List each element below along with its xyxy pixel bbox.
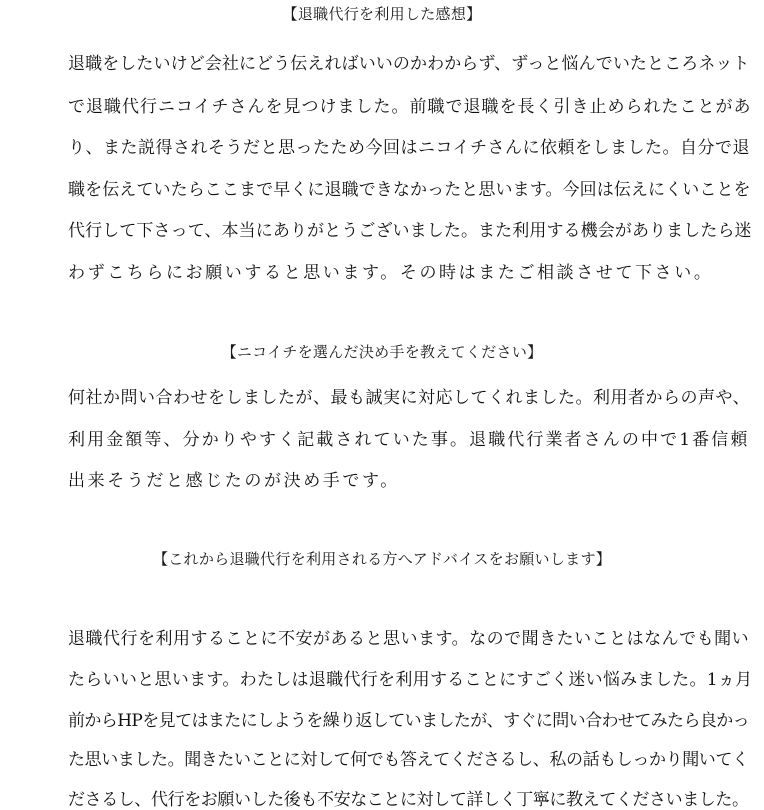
impressions-line: 職を伝えていたらここまで早くに退職できなかったと思います。今回は伝えにくいことを [68, 180, 751, 200]
section-heading-advice: 【これから退職代行を利用される方へアドバイスをお願いします】 [152, 550, 612, 568]
section-heading-impressions: 【退職代行を利用した感想】 [282, 5, 482, 23]
deciding-factor-line: 利用金額等、分かりやすく記載されていた事。退職代行業者さんの中で1番信頼 [68, 430, 750, 450]
advice-line: 前からHPを見てはまたにしようを繰り返していましたが、すぐに問い合わせてみたら良かっ [68, 711, 750, 731]
impressions-line: わずこちらにお願いすると思います。その時はまたご相談させて下さい。 [68, 263, 714, 283]
deciding-factor-line: 何社か問い合わせをしましたが、最も誠実に対応してくれました。利用者からの声や、 [68, 388, 751, 408]
deciding-factor-line: 出来そうだと感じたのが決め手です。 [68, 471, 400, 491]
impressions-line: り、また説得されそうだと思ったため今回はニコイチさんに依頼をしました。自分で退 [68, 138, 750, 158]
impressions-line: 退職をしたいけど会社にどう伝えればいいのかわからず、ずっと悩んでいたところネット [68, 54, 750, 74]
advice-line: ださるし、代行をお願いした後も不安なことに対して詳しく丁寧に教えてくださいました。 [68, 790, 749, 810]
advice-line: た思いました。聞きたいことに対して何でも答えてくださるし、私の話もしっかり聞いてく [68, 750, 749, 770]
advice-line: 退職代行を利用することに不安があると思います。なので聞きたいことはなんでも聞い [68, 629, 750, 649]
impressions-line: 代行して下さって、本当にありがとうございました。また利用する機会がありましたら迷 [68, 221, 752, 241]
impressions-line: で退職代行ニコイチさんを見つけました。前職で退職を長く引き止められたことがあ [68, 97, 752, 117]
section-heading-deciding-factor: 【ニコイチを選んだ決め手を教えてください】 [221, 343, 543, 361]
advice-line: たらいいと思います。わたしは退職代行を利用することにすごく迷い悩みました。1ヵ月 [68, 670, 753, 690]
